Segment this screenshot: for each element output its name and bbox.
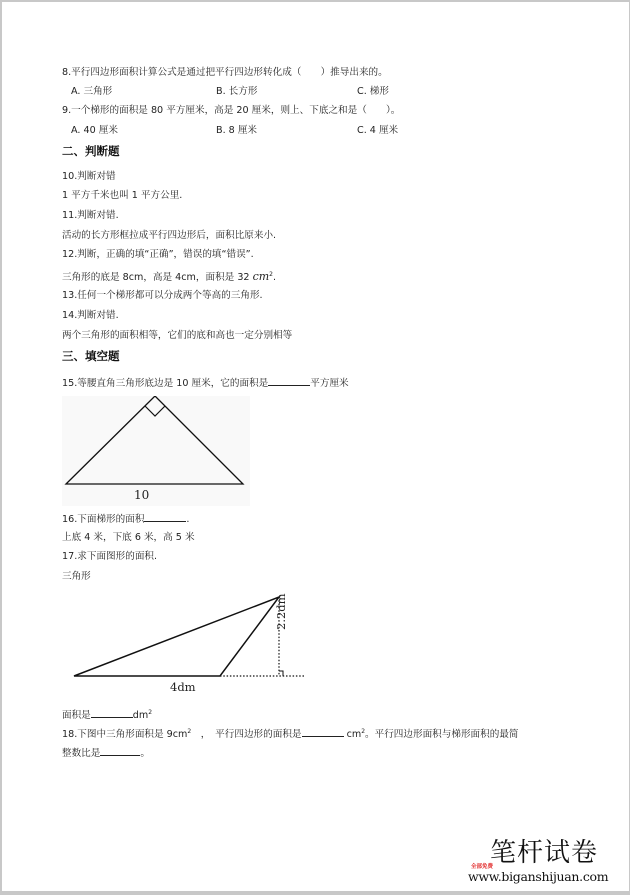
q18-part4: 。平行四边形面积与梯形面积的最简 xyxy=(365,729,519,741)
question-10-text: 1 平方千米也叫 1 平方公里. xyxy=(62,190,183,201)
question-17-answer xyxy=(62,706,152,723)
q17-answer-prefix: 面积是 xyxy=(62,710,91,722)
question-16-detail: 上底 4 米，下底 6 米，高 5 米 xyxy=(62,532,195,543)
q18-line2-suffix: 。 xyxy=(140,748,150,759)
watermark-logo xyxy=(464,838,629,888)
question-13: 13.任何一个梯形都可以分成两个等高的三角形. xyxy=(62,290,263,301)
q17-answer-blank[interactable] xyxy=(91,707,133,718)
section-heading-judgement: 二、判断题 xyxy=(62,144,120,158)
watermark-title: 笔杆试卷 xyxy=(490,838,599,868)
question-14-title: 14.判断对错. xyxy=(62,310,119,321)
q18-part1: 18.下图中三角形面积是 9cm xyxy=(62,729,188,741)
q18-part1-sup: 2 xyxy=(187,728,192,735)
q15-answer-blank[interactable] xyxy=(268,375,310,386)
q18-part3: cm xyxy=(343,729,362,741)
question-12-title: 12.判断，正确的填“正确”，错误的填“错误”. xyxy=(62,249,254,260)
question-17: 17.求下面图形的面积. xyxy=(62,551,158,562)
question-8: 8.平行四边形面积计算公式是通过把平行四边形转化成（ ）推导出来的。 xyxy=(62,67,388,78)
q12-unit: cm xyxy=(252,270,270,284)
q9-option-a: A. 40 厘米 xyxy=(71,125,118,136)
q17-answer-sup: 2 xyxy=(148,709,153,716)
question-11-text: 活动的长方形框拉成平行四边形后，面积比原来小. xyxy=(62,230,277,241)
q16-text-suffix: . xyxy=(186,514,190,525)
q12-text-prefix: 三角形的底是 8cm，高是 4cm，面积是 32 xyxy=(62,272,253,284)
q16-answer-blank[interactable] xyxy=(144,511,186,522)
question-18 xyxy=(62,725,519,742)
watermark-free-tag: 全部免费 xyxy=(471,864,494,870)
q9-option-c: C. 4 厘米 xyxy=(357,125,399,136)
question-18-line2 xyxy=(62,745,150,761)
question-16 xyxy=(62,511,189,527)
watermark-url: www.biganshijuan.com xyxy=(468,869,609,884)
q8-option-b: B. 长方形 xyxy=(216,86,258,97)
q18-part2: ， 平行四边形的面积是 xyxy=(191,729,302,741)
q18-line2-prefix: 整数比是 xyxy=(62,748,101,759)
q17-answer-unit: dm xyxy=(132,710,149,722)
q17-base-label: 4dm xyxy=(170,680,196,694)
q8-option-a: A. 三角形 xyxy=(71,86,113,97)
q16-text-prefix: 16.下面梯形的面积 xyxy=(62,514,145,525)
q12-text-suffix: . xyxy=(273,272,277,284)
section-heading-fill-blank: 三、填空题 xyxy=(62,349,120,363)
question-14-text: 两个三角形的面积相等，它们的底和高也一定分别相等 xyxy=(62,330,293,341)
q15-base-label: 10 xyxy=(134,488,150,502)
q17-height-label xyxy=(274,593,288,630)
question-10-title: 10.判断对错 xyxy=(62,171,116,182)
q18-answer-blank-2[interactable] xyxy=(100,745,140,756)
question-11-title: 11.判断对错. xyxy=(62,210,119,221)
question-9: 9.一个梯形的面积是 80 平方厘米，高是 20 厘米，则上、下底之和是（ ）。 xyxy=(62,105,401,116)
q12-unit-sup: 2 xyxy=(269,271,273,278)
isosceles-right-triangle-figure xyxy=(62,396,250,506)
question-12-text xyxy=(62,268,276,285)
q15-text-prefix: 15.等腰直角三角形底边是 10 厘米，它的面积是 xyxy=(62,378,269,389)
q8-option-c: C. 梯形 xyxy=(357,86,389,97)
q17-height-label-text: 2.2dm xyxy=(274,593,288,630)
question-17-shape: 三角形 xyxy=(62,571,91,582)
q15-text-suffix: 平方厘米 xyxy=(310,378,349,389)
question-15 xyxy=(62,375,349,391)
q18-part3-sup: 2 xyxy=(361,728,366,735)
q18-answer-blank-1[interactable] xyxy=(302,726,344,737)
document-page xyxy=(2,2,629,891)
q9-option-b: B. 8 厘米 xyxy=(216,125,258,136)
